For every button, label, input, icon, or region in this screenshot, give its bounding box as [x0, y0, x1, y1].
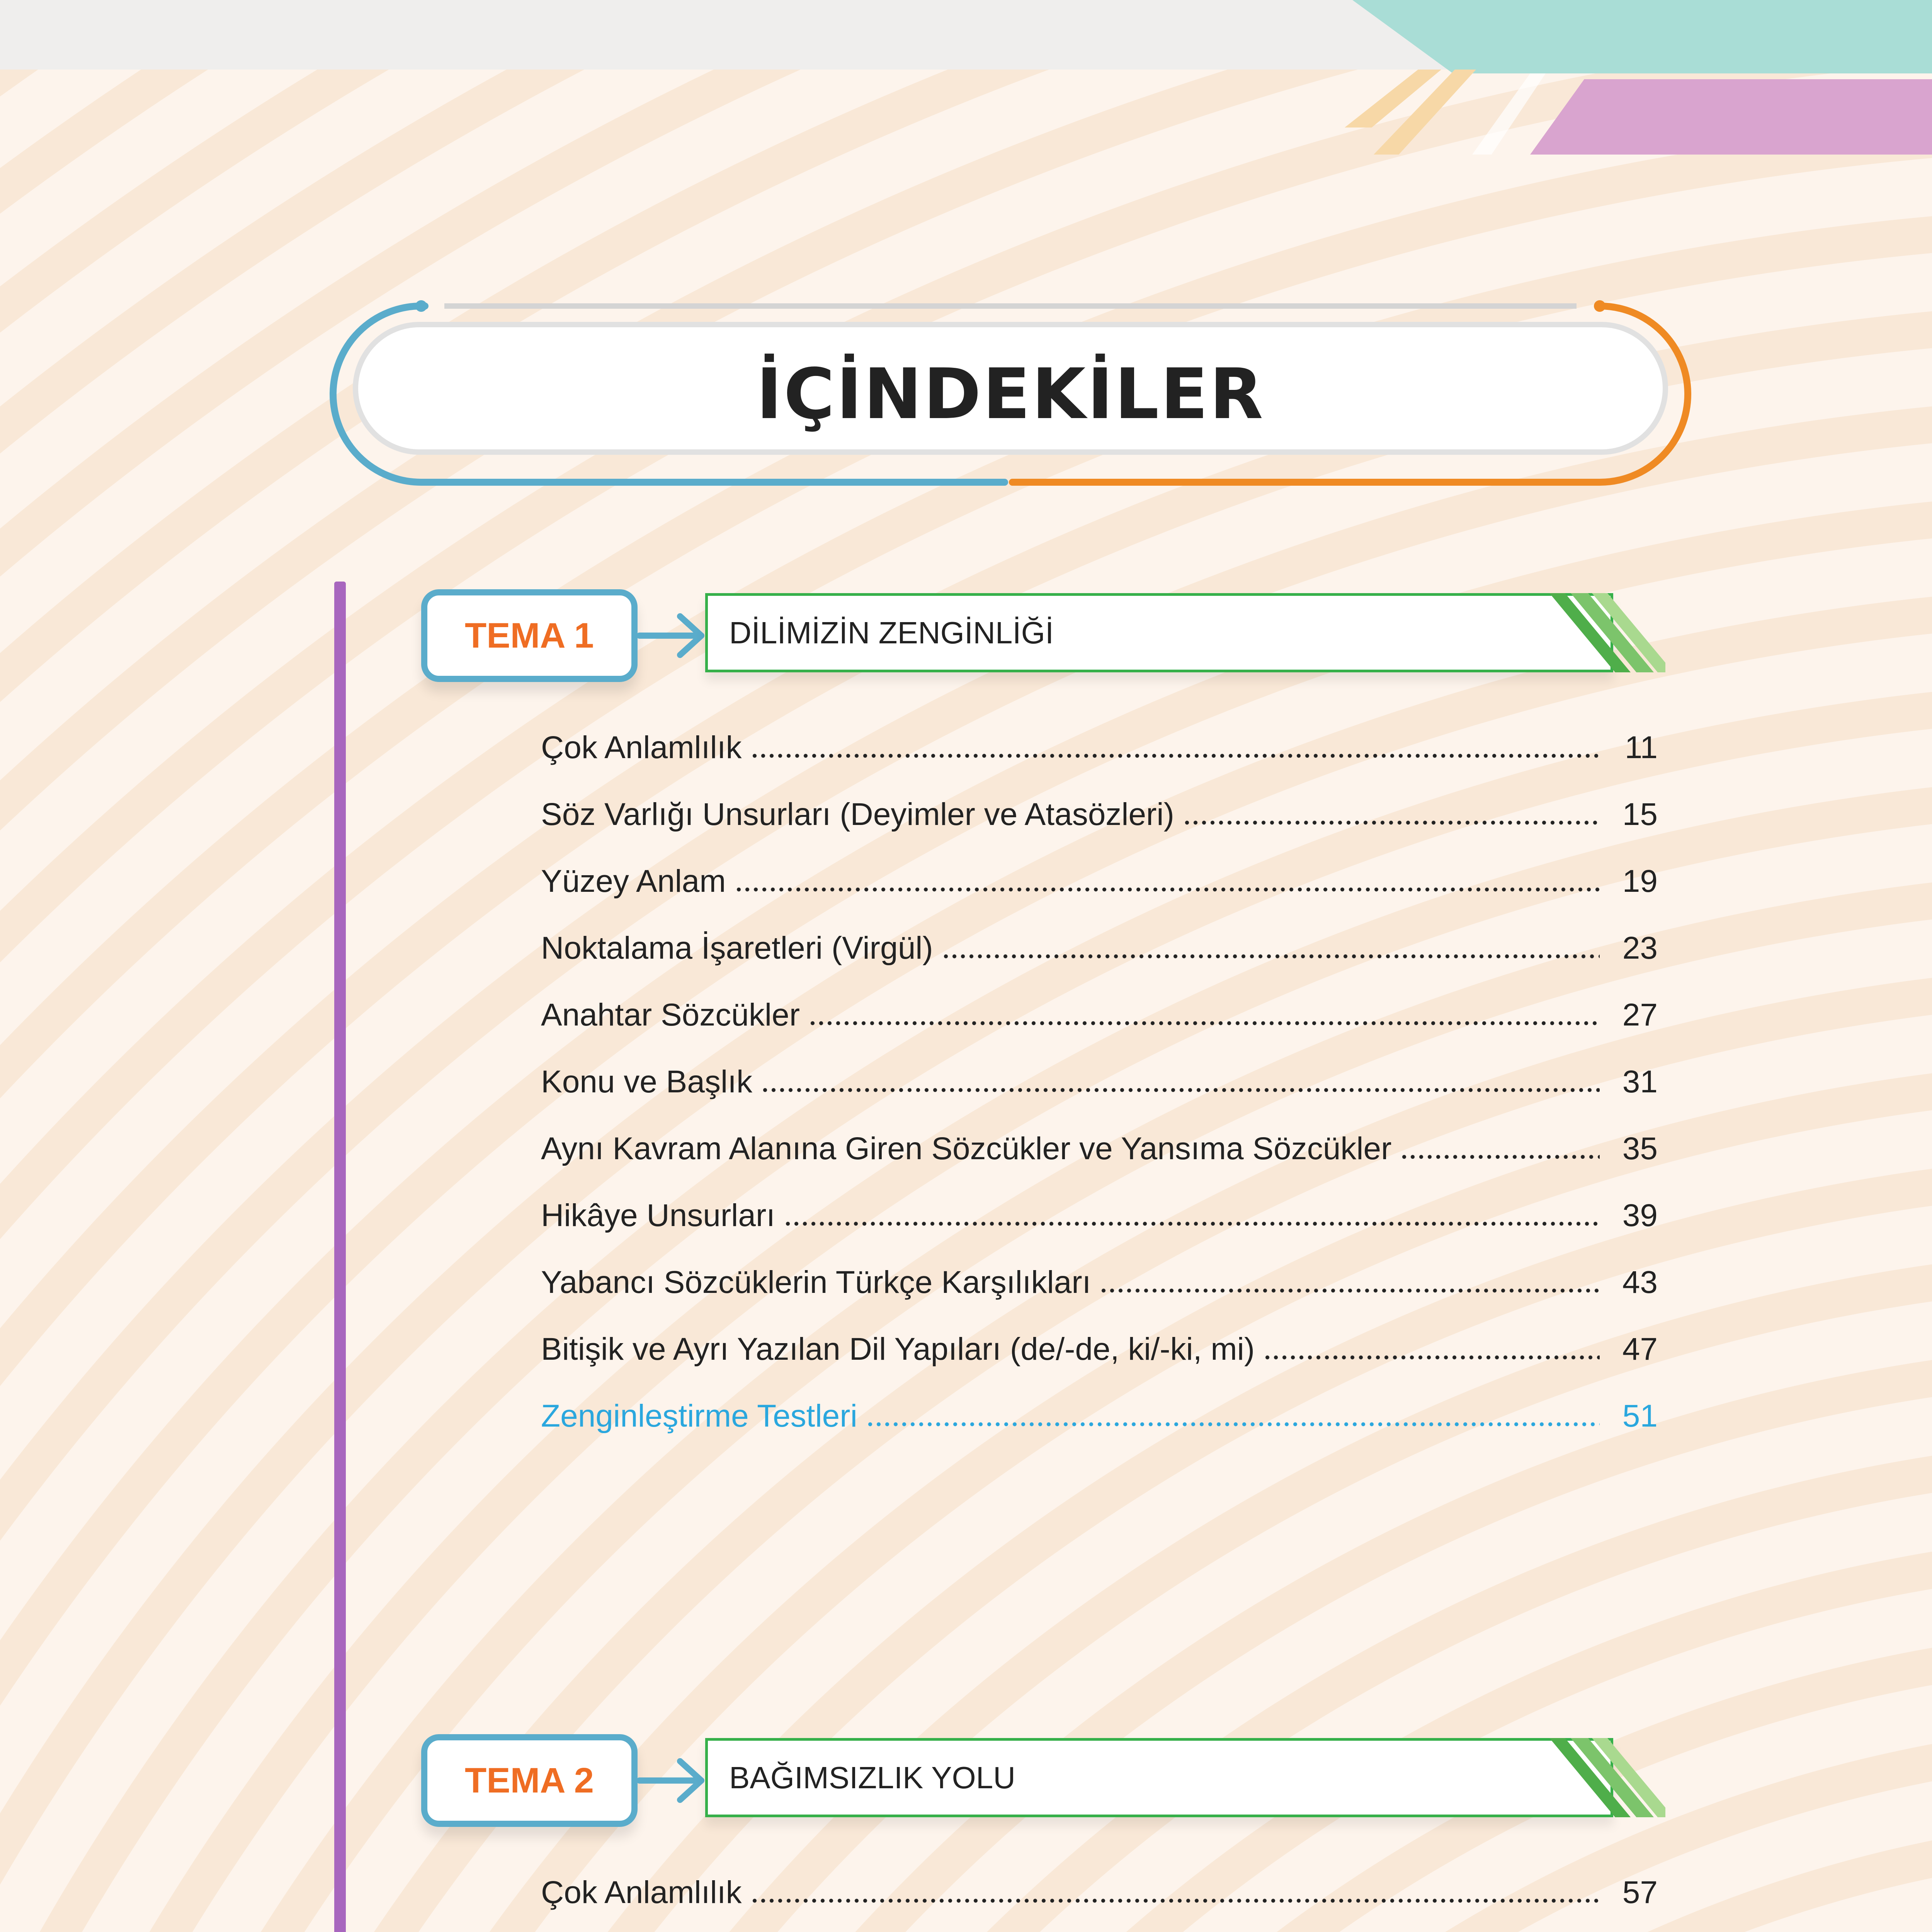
theme-title: BAĞIMSIZLIK YOLU [729, 1760, 1015, 1795]
toc-entry[interactable] [541, 724, 1658, 771]
toc-entry[interactable] [541, 1126, 1658, 1172]
left-rule [334, 582, 346, 1932]
toc-entry-page-number: 31 [1622, 1064, 1658, 1099]
toc-entry-page-number: 11 [1624, 730, 1658, 765]
dot-leader [784, 1203, 1600, 1228]
toc-entry[interactable] [541, 1326, 1658, 1372]
toc-entry-page-number: 23 [1622, 930, 1658, 966]
dot-leader [808, 1003, 1600, 1027]
toc-entry-label: Çok Anlamlılık [541, 730, 742, 765]
background-arc [960, 1926, 1932, 1932]
dot-leader [1099, 1270, 1600, 1295]
theme-badge: TEMA 2 [421, 1734, 638, 1827]
toc-entry-label: Bitişik ve Ayrı Yazılan Dil Yapıları (de/-de, ki/-ki, mi) [541, 1332, 1255, 1367]
theme-title-bar [705, 1738, 1613, 1817]
toc-entry[interactable] [541, 791, 1658, 838]
toc-entry-label: Konu ve Başlık [541, 1064, 752, 1099]
toc-entry-label: Zenginleştirme Testleri [541, 1398, 857, 1434]
toc-entry-page-number: 57 [1622, 1875, 1658, 1910]
toc-entry[interactable] [541, 992, 1658, 1038]
theme-title-bar [705, 593, 1613, 672]
title-banner [328, 298, 1692, 491]
toc-entry[interactable] [541, 925, 1658, 971]
toc-entry-page-number: 43 [1622, 1265, 1658, 1300]
toc-entry-label: Noktalama İşaretleri (Virgül) [541, 930, 933, 966]
dot-leader [1400, 1136, 1600, 1161]
corner-decoration [1236, 0, 1932, 162]
page-title: İÇİNDEKİLER [756, 354, 1265, 435]
dot-leader [761, 1070, 1600, 1094]
toc-entry-page-number: 19 [1622, 864, 1658, 899]
toc-entry-page-number: 35 [1622, 1131, 1658, 1166]
bar-stripes [1549, 1738, 1665, 1817]
toc-entry[interactable] [541, 1059, 1658, 1105]
toc-entry-label: Yüzey Anlam [541, 864, 726, 899]
toc-entry-page-number: 27 [1622, 997, 1658, 1032]
dot-leader [942, 936, 1600, 961]
toc-entry-page-number: 47 [1622, 1332, 1658, 1367]
dot-leader [866, 1404, 1600, 1429]
toc-entry[interactable] [541, 1259, 1658, 1306]
toc-entry-label: Söz Varlığı Unsurları (Deyimler ve Atasözleri) [541, 797, 1174, 832]
dot-leader [750, 1880, 1600, 1905]
toc-entry-page-number: 51 [1622, 1398, 1658, 1434]
toc-entry-label: Yabancı Sözcüklerin Türkçe Karşılıkları [541, 1265, 1091, 1300]
arrow-right-icon [638, 611, 707, 661]
dot-leader [750, 735, 1600, 760]
dot-leader [735, 869, 1600, 894]
arrow-right-icon [638, 1755, 707, 1806]
toc-entry[interactable] [541, 1869, 1658, 1916]
bar-stripes [1549, 593, 1665, 672]
toc-entry-label: Anahtar Sözcükler [541, 997, 800, 1032]
dot-leader [1183, 802, 1600, 827]
toc-entry-page-number: 15 [1622, 797, 1658, 832]
toc-entry[interactable] [541, 858, 1658, 905]
toc-entry-label: Hikâye Unsurları [541, 1198, 776, 1233]
toc-entry[interactable] [541, 1393, 1658, 1439]
theme-title: DİLİMİZİN ZENGİNLİĞİ [729, 615, 1054, 650]
toc-entry-label: Aynı Kavram Alanına Giren Sözcükler ve Yansıma Sözcükler [541, 1131, 1392, 1166]
dot-leader [1263, 1337, 1600, 1362]
toc-entry-label: Çok Anlamlılık [541, 1875, 742, 1910]
toc-entry[interactable] [541, 1192, 1658, 1239]
toc-entry-page-number: 39 [1622, 1198, 1658, 1233]
theme-badge: TEMA 1 [421, 589, 638, 682]
